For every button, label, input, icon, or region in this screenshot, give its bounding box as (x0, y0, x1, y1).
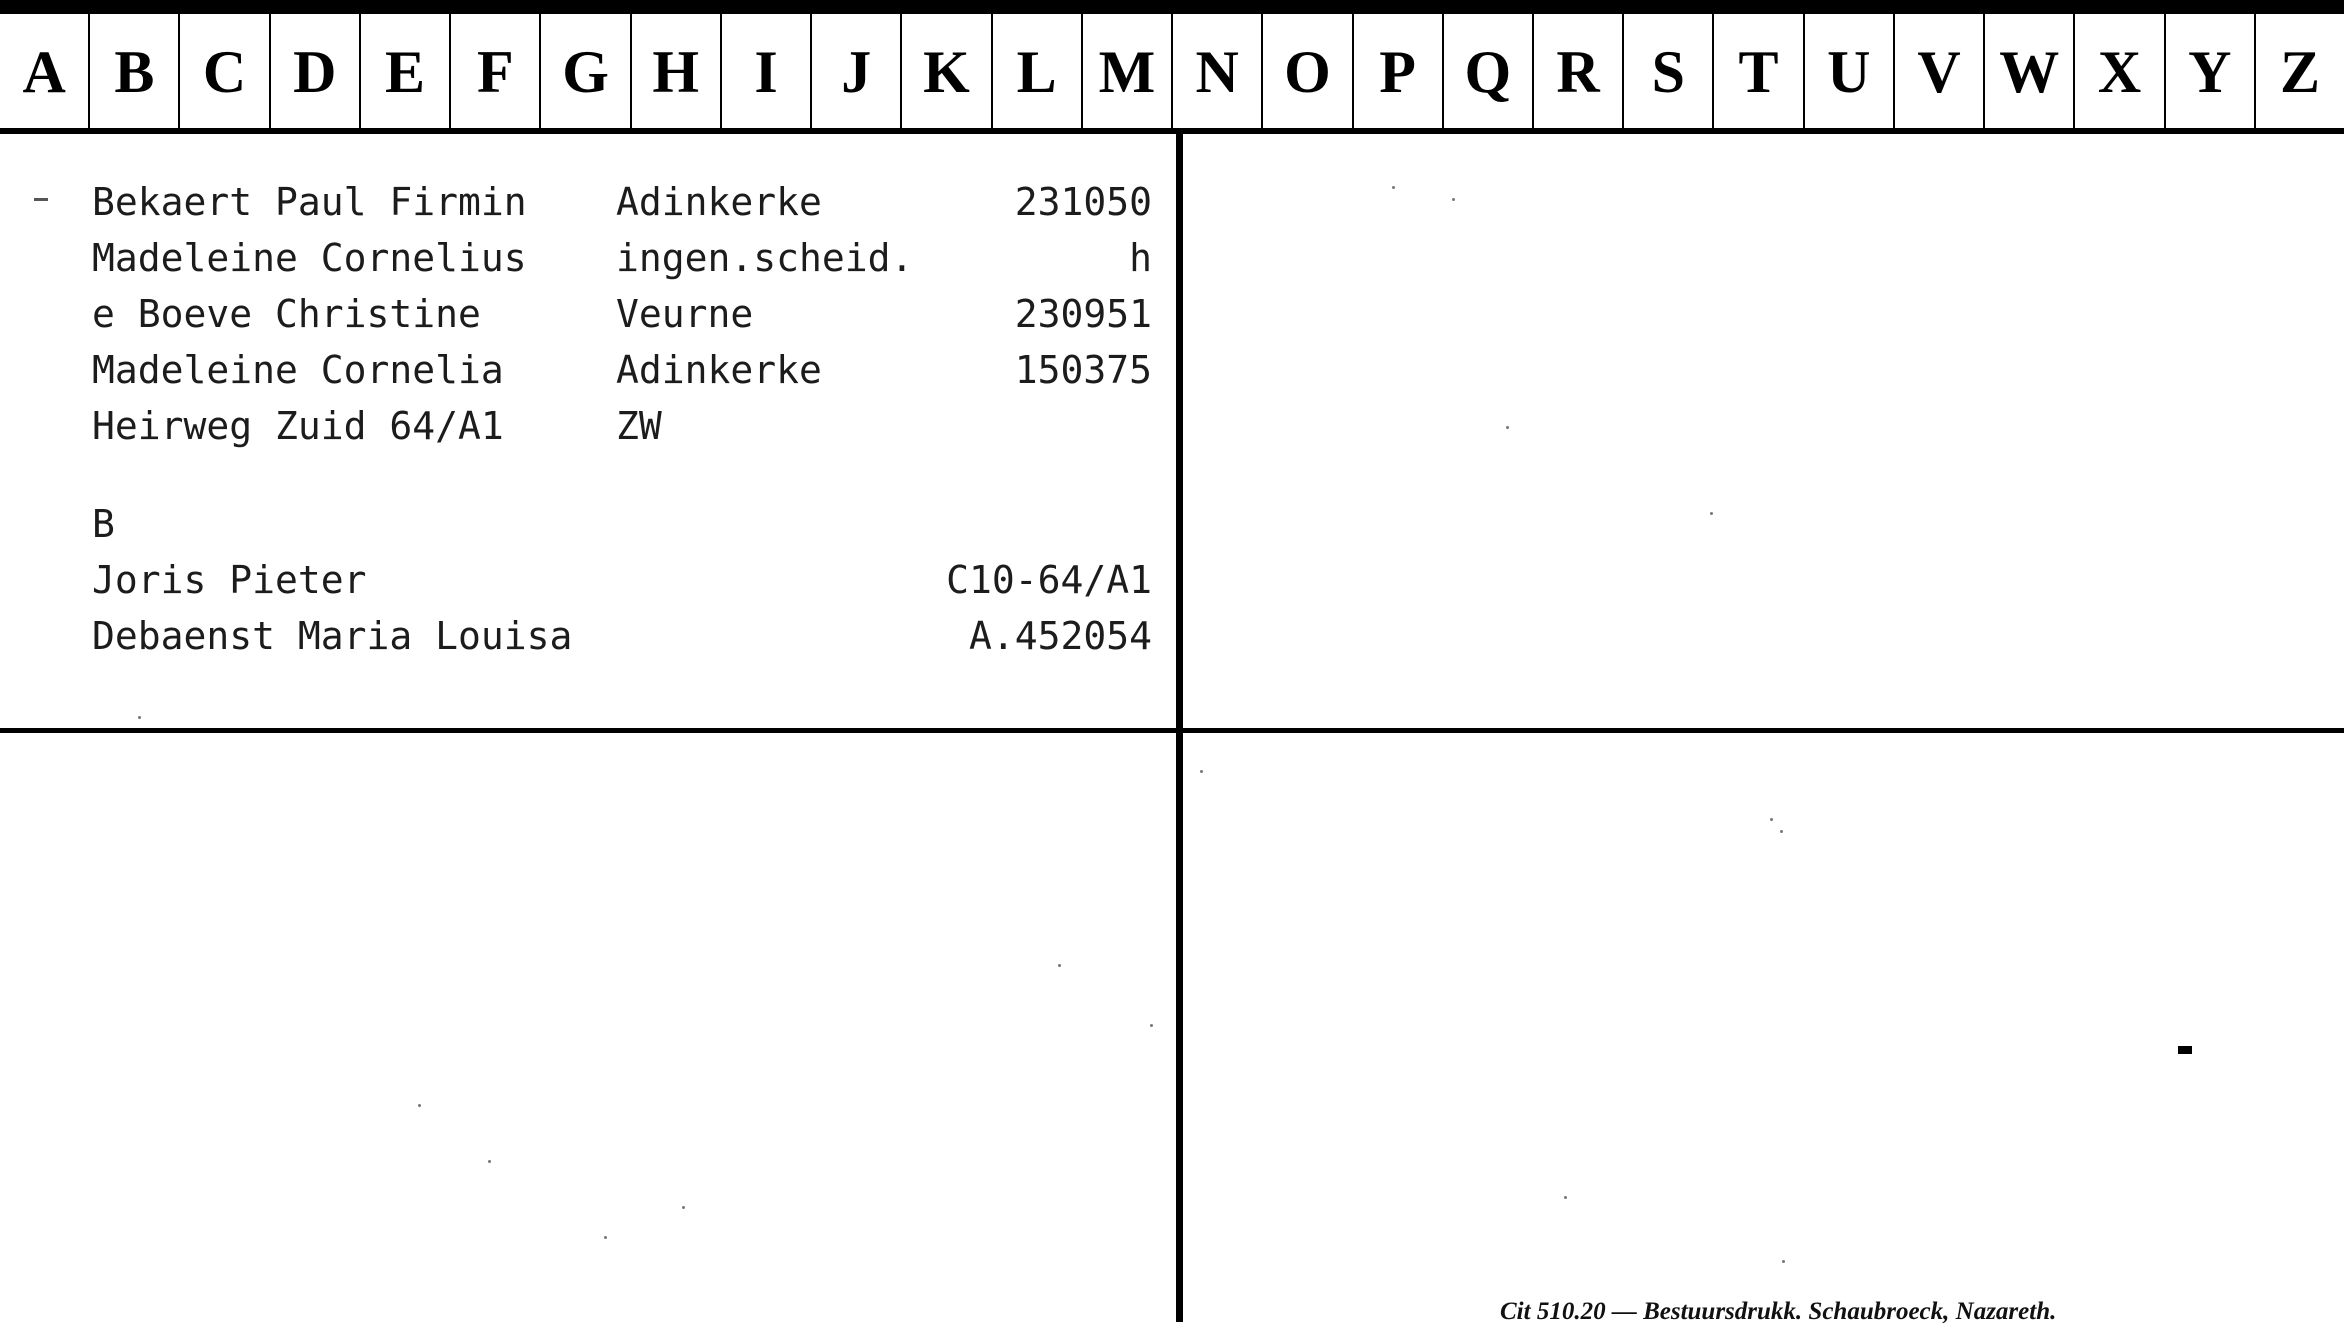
speck (1770, 818, 1773, 821)
entry-gap (92, 460, 1152, 502)
index-letter-o: O (1261, 0, 1351, 128)
index-letter-s: S (1622, 0, 1712, 128)
ink-blot (2178, 1046, 2192, 1054)
index-letter-d: D (269, 0, 359, 128)
index-letter-g: G (539, 0, 629, 128)
index-letter-a: A (22, 38, 66, 105)
person2-name: e Boeve Christine (92, 292, 481, 336)
index-letter-n: N (1171, 0, 1261, 128)
index-letter-h: H (630, 0, 720, 128)
spouse2-name: Madeleine Cornelia (92, 348, 504, 392)
index-letter-y: Y (2164, 0, 2254, 128)
speck (1564, 1196, 1567, 1199)
index-letter-c: C (178, 0, 268, 128)
index-letter-x: X (2073, 0, 2163, 128)
index-letter-z: Z (2254, 0, 2344, 128)
index-letter-f: F (449, 0, 539, 128)
speck (138, 716, 141, 719)
typed-entries (92, 180, 1152, 670)
person2-number: 230951 (1014, 292, 1152, 336)
speck (488, 1160, 491, 1163)
index-letter-e: E (359, 0, 449, 128)
person1-place: Adinkerke (616, 180, 822, 224)
spouse2-number: 150375 (1014, 348, 1152, 392)
index-letter-k: K (900, 0, 990, 128)
entry-row-spouse2 (92, 348, 1152, 404)
index-letter-m: M (1081, 0, 1171, 128)
section-b-line2-name: Debaenst Maria Louisa (92, 614, 573, 658)
speck (1710, 512, 1713, 515)
speck (1452, 198, 1455, 201)
index-letter-j: J (810, 0, 900, 128)
speck (1782, 1260, 1785, 1263)
entry-row-address (92, 404, 1152, 460)
section-b-heading: B (92, 502, 115, 546)
entry-row-section-b-line2 (92, 614, 1152, 670)
index-letter-q: Q (1442, 0, 1532, 128)
speck (1200, 770, 1203, 773)
entry-row-section-b-line1 (92, 558, 1152, 614)
index-letter-p: P (1352, 0, 1442, 128)
alphabet-index-strip (0, 0, 2344, 134)
address-code: ZW (616, 404, 662, 448)
section-b-line1-name: Joris Pieter (92, 558, 367, 602)
vertical-divider (1176, 132, 1183, 1322)
horizontal-divider (0, 728, 2344, 733)
index-letter-t: T (1712, 0, 1802, 128)
index-letter-i: I (720, 0, 810, 128)
address-street: Heirweg Zuid 64/A1 (92, 404, 504, 448)
index-letter-l: L (991, 0, 1081, 128)
spouse2-place: Adinkerke (616, 348, 822, 392)
section-b-line2-ref: A.452054 (968, 614, 1152, 658)
speck (682, 1206, 685, 1209)
speck (1058, 964, 1061, 967)
spouse1-mark: h (1129, 236, 1152, 280)
printer-imprint: Cit 510.20 — Bestuursdrukk. Schaubroeck, Nazareth. (1500, 1298, 2057, 1325)
entry-row-section-b-heading (92, 502, 1152, 558)
entry-row-person1 (92, 180, 1152, 236)
index-letter-u: U (1803, 0, 1893, 128)
speck (418, 1104, 421, 1107)
speck (604, 1236, 607, 1239)
index-letter-v: V (1893, 0, 1983, 128)
entry-row-person2 (92, 292, 1152, 348)
index-letter-b: B (88, 0, 178, 128)
person1-number: 231050 (1014, 180, 1152, 224)
spouse1-name: Madeleine Cornelius (92, 236, 527, 280)
person2-place: Veurne (616, 292, 754, 336)
speck (1506, 426, 1509, 429)
margin-dash (34, 198, 48, 201)
speck (1392, 186, 1395, 189)
spouse1-status: ingen.scheid. (616, 236, 914, 280)
index-letter-r: R (1532, 0, 1622, 128)
index-letter-w: W (1983, 0, 2073, 128)
entry-row-spouse1 (92, 236, 1152, 292)
speck (1780, 830, 1783, 833)
section-b-line1-ref: C10-64/A1 (946, 558, 1152, 602)
person1-name: Bekaert Paul Firmin (92, 180, 527, 224)
speck (1150, 1024, 1153, 1027)
